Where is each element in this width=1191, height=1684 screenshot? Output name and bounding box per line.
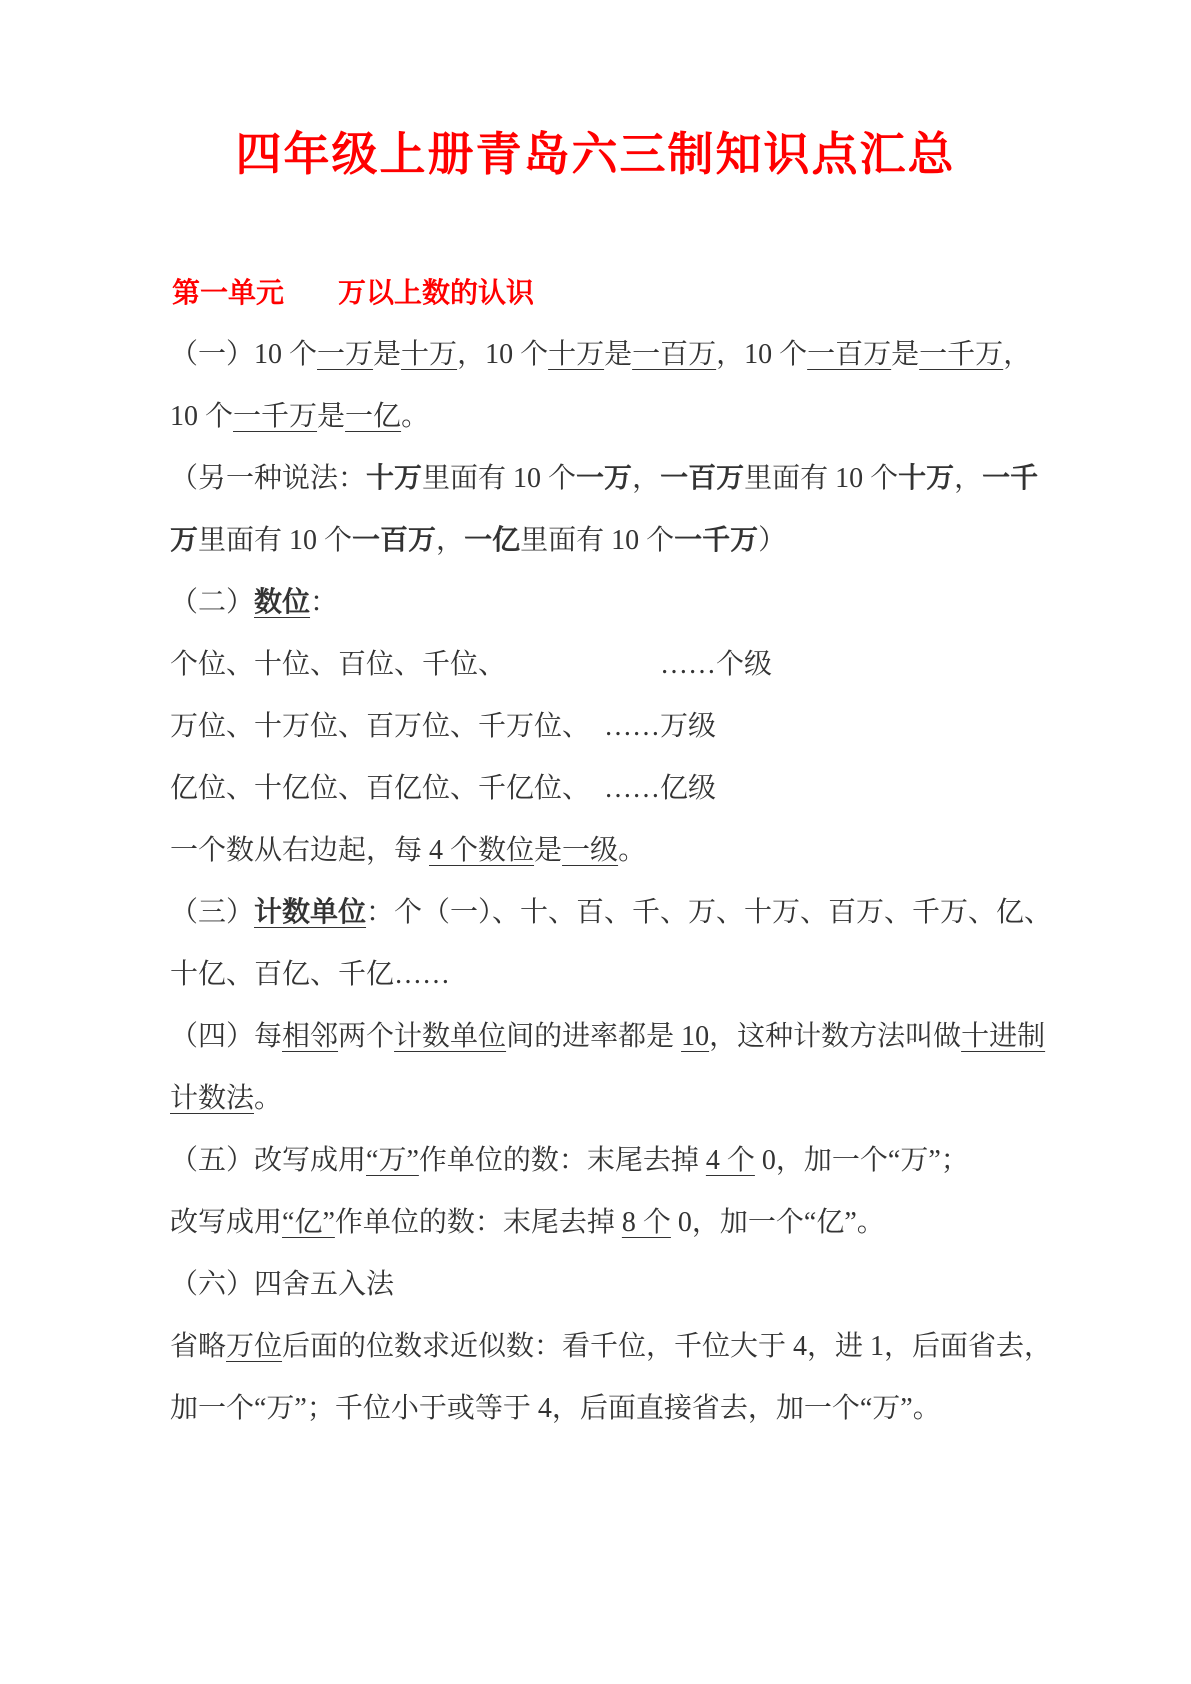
text-run: 加一个“万”；千位小于或等于 4，后面直接省去，加一个“万”。 bbox=[170, 1393, 941, 1424]
text-run: 一百万 bbox=[352, 525, 437, 556]
text-run: （六）四舍五入法 bbox=[170, 1269, 395, 1300]
text-line bbox=[170, 1316, 1191, 1378]
text-run: 一亿 bbox=[464, 525, 521, 556]
text-run: 一千万 bbox=[919, 339, 1004, 370]
text-run: ：个（一）、十、百、千、万、十万、百万、千万、亿、 bbox=[366, 897, 1053, 928]
text-run: 里面有 10 个 bbox=[520, 525, 675, 556]
text-run: 万位、十万位、百万位、千万位、 bbox=[170, 711, 577, 742]
text-run: 万 bbox=[170, 525, 199, 556]
text-run: 一百万 bbox=[660, 463, 745, 494]
text-run: 万位 bbox=[226, 1331, 283, 1362]
text-run: 计数单位 bbox=[254, 897, 367, 928]
text-run: 计数法 bbox=[170, 1083, 255, 1114]
text-run: 里面有 10 个 bbox=[198, 525, 353, 556]
text-run: 。 bbox=[254, 1083, 283, 1114]
text-run: （四）每 bbox=[170, 1021, 283, 1052]
text-run: （三） bbox=[170, 897, 255, 928]
text-run: 两个 bbox=[338, 1021, 395, 1052]
text-run: 一百万 bbox=[632, 339, 717, 370]
section-number: 第一单元 bbox=[172, 278, 285, 309]
text-run: ，10 个 bbox=[457, 339, 549, 370]
text-run: 十万 bbox=[366, 463, 423, 494]
text-run: 十进制 bbox=[961, 1021, 1046, 1052]
text-run: 一亿 bbox=[345, 401, 402, 432]
text-run: ……个级 bbox=[660, 649, 773, 680]
text-run: 作单位的数：末尾去掉 bbox=[334, 1207, 622, 1238]
text-run: 一万 bbox=[317, 339, 374, 370]
text-run: （另一种说法： bbox=[170, 463, 367, 494]
text-run: ： bbox=[310, 587, 339, 618]
text-run: 省略 bbox=[170, 1331, 227, 1362]
text-line bbox=[170, 572, 1191, 634]
text-run: 一千 bbox=[982, 463, 1039, 494]
text-run: 0，加一个“亿”。 bbox=[670, 1207, 885, 1238]
document-body bbox=[170, 324, 1191, 1440]
text-run: 相邻 bbox=[282, 1021, 339, 1052]
text-run: 间的进率都是 bbox=[506, 1021, 682, 1052]
text-run: 。 bbox=[618, 835, 647, 866]
text-run: ……亿级 bbox=[604, 773, 717, 804]
text-run: 改写成用 bbox=[170, 1207, 283, 1238]
text-run: 一个数从右边起，每 bbox=[170, 835, 430, 866]
text-run: 个位、十位、百位、千位、 bbox=[170, 649, 493, 680]
text-run: 是 bbox=[534, 835, 563, 866]
text-run: 亿位、十亿位、百亿位、千亿位、 bbox=[170, 773, 577, 804]
text-run: 是 bbox=[317, 401, 346, 432]
text-run: ， bbox=[436, 525, 465, 556]
text-run: 里面有 10 个 bbox=[744, 463, 899, 494]
text-run: （五）改写成用 bbox=[170, 1145, 367, 1176]
text-run bbox=[576, 773, 604, 804]
text-run: ， bbox=[1003, 339, 1032, 370]
text-run: ， bbox=[632, 463, 661, 494]
text-line bbox=[170, 944, 1191, 1006]
text-run: 一级 bbox=[562, 835, 619, 866]
text-line bbox=[170, 1130, 1191, 1192]
text-line bbox=[170, 448, 1191, 510]
text-run: 是 bbox=[891, 339, 920, 370]
text-line bbox=[170, 510, 1191, 572]
text-run: “亿” bbox=[282, 1207, 335, 1238]
text-run: 4 个 bbox=[705, 1145, 755, 1176]
section-name: 万以上数的认识 bbox=[338, 278, 535, 309]
text-line bbox=[170, 1006, 1191, 1068]
text-run: 后面的位数求近似数：看千位，千位大于 4，进 1，后面省去， bbox=[282, 1331, 1053, 1362]
text-line bbox=[170, 758, 1191, 820]
text-run: 4 个数位 bbox=[429, 835, 535, 866]
text-run: 是 bbox=[604, 339, 633, 370]
text-run: 十万 bbox=[548, 339, 605, 370]
text-run: “万” bbox=[366, 1145, 419, 1176]
text-line bbox=[170, 1378, 1191, 1440]
text-run: ） bbox=[758, 525, 787, 556]
text-line bbox=[170, 882, 1191, 944]
text-run bbox=[576, 711, 604, 742]
text-run: 0，加一个“万”； bbox=[754, 1145, 969, 1176]
text-run: 。 bbox=[401, 401, 430, 432]
text-run: 十万 bbox=[401, 339, 458, 370]
text-run: 十亿、百亿、千亿…… bbox=[170, 959, 451, 990]
text-run: （一）10 个 bbox=[170, 339, 318, 370]
text-line bbox=[170, 696, 1191, 758]
text-line bbox=[170, 386, 1191, 448]
text-run: 8 个 bbox=[621, 1207, 671, 1238]
text-run: 十万 bbox=[898, 463, 955, 494]
text-run: 作单位的数：末尾去掉 bbox=[418, 1145, 706, 1176]
text-run: 10 bbox=[681, 1021, 710, 1052]
text-run: 一万 bbox=[576, 463, 633, 494]
section-heading bbox=[172, 274, 1191, 314]
text-run: 里面有 10 个 bbox=[422, 463, 577, 494]
text-line bbox=[170, 1254, 1191, 1316]
text-run: ， bbox=[954, 463, 983, 494]
text-line bbox=[170, 820, 1191, 882]
text-run: 一千万 bbox=[233, 401, 318, 432]
document-title: 四年级上册青岛六三制知识点汇总 bbox=[235, 129, 956, 180]
text-run: 一千万 bbox=[674, 525, 759, 556]
text-line bbox=[170, 324, 1191, 386]
text-run bbox=[492, 649, 660, 680]
text-run: （二） bbox=[170, 587, 255, 618]
text-run: ……万级 bbox=[604, 711, 717, 742]
text-run: 数位 bbox=[254, 587, 311, 618]
text-run: 10 个 bbox=[170, 401, 234, 432]
text-line bbox=[170, 634, 1191, 696]
text-run: 一百万 bbox=[807, 339, 892, 370]
text-run: 是 bbox=[373, 339, 402, 370]
text-line bbox=[170, 1192, 1191, 1254]
text-run: ，10 个 bbox=[716, 339, 808, 370]
text-run: ，这种计数方法叫做 bbox=[709, 1021, 962, 1052]
text-run: 计数单位 bbox=[394, 1021, 507, 1052]
text-line bbox=[170, 1068, 1191, 1130]
